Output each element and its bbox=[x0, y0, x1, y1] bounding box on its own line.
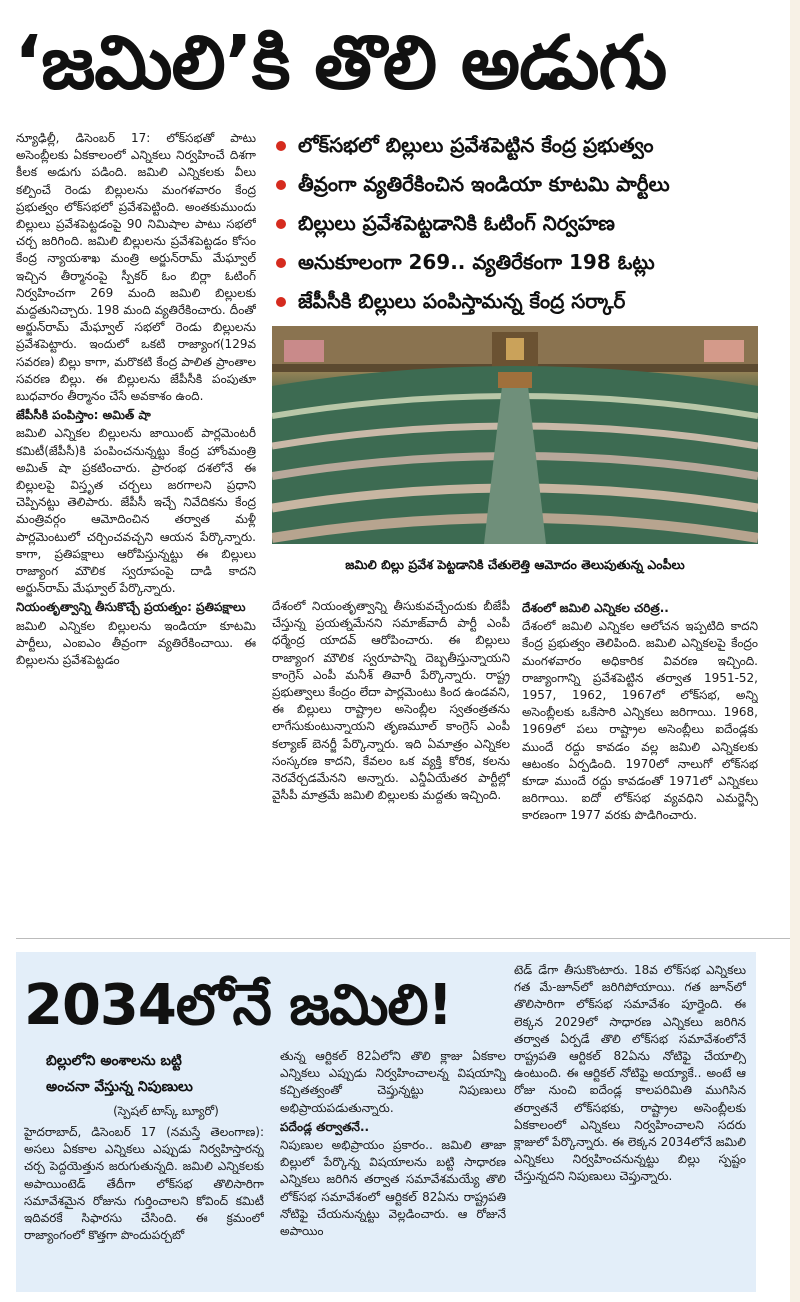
column1-subhead-1: జేపీసీకి పంపిస్తాం: అమిత్‌ షా bbox=[16, 408, 151, 423]
section-divider bbox=[16, 938, 790, 939]
secondary-headline: 2034లోనే జమిలి! bbox=[24, 973, 453, 1038]
highlight-text: తీవ్రంగా వ్యతిరేకించిన ఇండియా కూటమి పార్టీలు bbox=[298, 172, 670, 196]
highlights-list bbox=[272, 126, 782, 322]
article-column-2 bbox=[272, 598, 510, 922]
main-headline: ‘జమిలి’కి తొలి అడుగు bbox=[14, 20, 667, 106]
article-column-1 bbox=[16, 130, 256, 920]
red-dot-icon bbox=[276, 219, 286, 229]
column3-paragraph-1: దేశంలో జమిలి ఎన్నికల ఆలోచన ఇప్పటిది కాదని కేంద్ర ప్రభుత్వం తెలిపింది. జమిలి ఎన్నికలపై కేంద్రం మంగళవారం అధికారిక వివరణ ఇచ్చింది. రాజ్యాంగాన్ని ప్రవేశపెట్టిన తర్వాత 1951-52, 1957, 1962, 1967లో లోక్‌సభ, అన్ని అసెంబ్లీలకు ఒకేసారి ఎన్నికలు జరిగాయి. 1968, 1969లో పలు రాష్ట్రాల అసెంబ్లీలు ఐదేండ్లకు ముందే రద్దు కావడం వల్ల జమిలి ఎన్నికలకు ఆటంకం ఏర్పడింది. 1970లో నాలుగో లోక్‌సభ కూడా ముందే రద్దు కావడంతో 1971లో ఎన్నికలు జరిగాయి. ఐదో లోక్‌సభ వ్యవధిని ఎమర్జెన్సీ కారణంగా 1977 వరకు పొడిగించారు. bbox=[522, 619, 758, 823]
secondary-column2-paragraph-2: నిపుణుల అభిప్రాయం ప్రకారం.. జమిలి తాజా బిల్లులో పేర్కొన్న విషయాలను బట్టి సాధారణ ఎన్నికలు జరిగిన తర్వాత సమావేశమయ్యే తొలి లోక్‌సభ సమావేశంలో ఆర్టికల్‌ 82ఏను రాష్ట్రపతి నోటిఫై చేయనున్నట్టు వెల్లడించారు. ఆ రోజునే అపాయిం bbox=[280, 1138, 506, 1239]
parliament-chamber-illustration bbox=[272, 326, 758, 544]
highlight-text: జేపీసీకి బిల్లులు పంపిస్తామన్న కేంద్ర సర్కార్‌ bbox=[298, 289, 626, 313]
secondary-column2-paragraph-1: తున్న ఆర్టికల్‌ 82ఏలోని తొలి క్లాజు ఏకకాల ఎన్నికలు ఎప్పుడు నిర్వహించాలన్న విషయాన్ని కచ్చితత్వంతో చెప్తున్నట్టు నిపుణులు అభిప్రాయపడుతున్నారు. bbox=[280, 1049, 506, 1115]
column3-subhead: దేశంలో జమిలి ఎన్నికల చరిత్ర.. bbox=[522, 601, 669, 615]
highlight-item bbox=[272, 126, 782, 165]
secondary-column-3 bbox=[514, 962, 746, 1288]
photo-caption: జమిలి బిల్లు ప్రవేశ పెట్టడానికి చేతులెత్తి ఆమోదం తెలుపుతున్న ఎంపీలు bbox=[345, 557, 685, 572]
secondary-column3-text: టెడ్‌ డేగా తీసుకొంటారు. 18వ లోక్‌సభ ఎన్నికలు గత మే-జూన్‌లో జరిగిపోయాయి. గత జూన్‌లో తొలిసారిగా లోక్‌సభ సమావేశం పూర్తైంది. ఈ లెక్కన 2029లో సాధారణ ఎన్నికలు జరిగిన తర్వాత ఏర్పడే తొలి లోక్‌సభ సమావేశంలోనే రాష్ట్రపతి ఆర్టికల్‌ 82ఏను నోటిఫై చేయాల్సి ఉంటుంది. ఈ ఆర్టికల్‌ నోటిఫై అయ్యాకే.. అంటే ఆ రోజు నుంచి ఐదేండ్ల కాలపరిమితి ముగిసిన తర్వాతనే లోక్‌సభకు, రాష్ట్రాల అసెంబ్లీలకు ఏకకాలంలో ఎన్నికలు నిర్వహించాలని సదరు క్లాజులో పేర్కొన్నారు. ఈ లెక్కన 2034లోనే జమిలి ఎన్నికలు నిర్వహించనున్నట్టు బిల్లు స్పష్టం చేస్తున్నదని నిపుణులు చెప్తున్నారు. bbox=[514, 963, 746, 1184]
parliament-photo bbox=[272, 326, 758, 544]
highlight-item bbox=[272, 204, 782, 243]
article-column-3 bbox=[522, 598, 758, 922]
column1-paragraph-3: జమిలి ఎన్నికల బిల్లులను ఇండియా కూటమి పార్టీలు, ఎంఐఎం తీవ్రంగా వ్యతిరేకించాయి. ఈ బిల్లులను ప్రవేశపెట్టడం bbox=[16, 618, 256, 668]
column1-paragraph-2: జమిలి ఎన్నికల బిల్లులను జాయింట్‌ పార్లమెంటరీ కమిటీ(జేపీసీ)కి పంపించనున్నట్టు కేంద్ర హోంమంత్రి అమిత్‌ షా ప్రకటించారు. ప్రారంభ దశలోనే ఈ బిల్లులపై విస్తృత చర్చలు జరగాలని ప్రధాని చెప్పినట్టు తెలిపారు. జేపీసీ ఇచ్చే నివేదికను కేంద్ర మంత్రివర్గం ఆమోదించిన తర్వాత మళ్లీ పార్లమెంటులో చర్చించవచ్చని ఆయన పేర్కొన్నారు. కాగా, ప్రతిపక్షాలు ఆరోపిస్తున్నట్టు ఈ బిల్లులు రాజ్యాంగ మౌలిక స్వరూపంపై దాడి కాదని అర్జున్‌రామ్‌ మేఘ్వాల్‌ పేర్కొన్నారు. bbox=[16, 426, 256, 596]
deck-line-1: బిల్లులోని అంశాలను బట్టి bbox=[46, 1053, 182, 1069]
column1-paragraph-1: న్యూఢిల్లీ, డిసెంబర్‌ 17: లోక్‌సభతో పాటు అసెంబ్లీలకు ఏకకాలంలో ఎన్నికలు నిర్వహించే దిశగా కీలక అడుగు పడింది. జమిలి ఎన్నికలకు వీలు కల్పించే రెండు బిల్లులను మంగళవారం కేంద్ర ప్రభుత్వం లోక్‌సభలో ప్రవేశపెట్టింది. అంతకుముందు బిల్లులు ప్రవేశపెట్టడంపై 90 నిమిషాల పాటు సభలో చర్చ జరిగింది. జమిలి బిల్లులను ప్రవేశపెట్టడం కోసం కేంద్ర న్యాయశాఖ మంత్రి అర్జున్‌రామ్‌ మేఘ్వాల్‌ ఇచ్చిన తీర్మానంపై స్పీకర్‌ ఓం బిర్లా ఓటింగ్‌ నిర్వహించగా 269 మంది జమిలి బిల్లులకు మద్దతునిచ్చారు. 198 మంది వ్యతిరేకించారు. దీంతో అర్జున్‌రామ్‌ మేఘ్వాల్‌ సభలో రెండు బిల్లులను ప్రవేశపెట్టారు. ఇందులో ఒకటి రాజ్యాంగ(129వ సవరణ) బిల్లు కాగా, మరొకటి కేంద్ర పాలిత ప్రాంతాల సవరణ బిల్లు. ఈ బిల్లులను జేపీసీకి పంపుతూ బుధవారం తీర్మానం చేసే అవకాశం ఉంది. bbox=[16, 131, 256, 404]
secondary-column-2 bbox=[280, 1048, 506, 1288]
column1-subhead-2: నియంతృత్వాన్ని తీసుకొచ్చే ప్రయత్నం: ప్రతిపక్షాలు bbox=[16, 600, 246, 615]
secondary-column2-subhead: పదేండ్ల తర్వాతనే.. bbox=[280, 1119, 370, 1134]
highlight-item bbox=[272, 165, 782, 204]
byline: (స్పెషల్‌ టాస్క్‌ బ్యూరో) bbox=[113, 1104, 219, 1118]
deck-line-2: అంచనా వేస్తున్న నిపుణులు bbox=[46, 1079, 193, 1095]
red-dot-icon bbox=[276, 258, 286, 268]
secondary-column1-text: హైదరాబాద్‌, డిసెంబర్‌ 17 (నమస్తే తెలంగాణ): అసలు ఏకకాల ఎన్నికలు ఎప్పుడు నిర్వహిస్తారన్న చర్చ పెద్దయెత్తున జరుగుతున్నది. జమిలి ఎన్నికలకు అపాయింటెడ్‌ తేదీగా లోక్‌సభ తొలిసారిగా సమావేశమైన రోజును గుర్తించాలని కోవింద్‌ కమిటీ ఇదివరకే సిఫారసు చేసింది. ఈ క్రమంలో రాజ్యాంగంలో కొత్తగా పొందుపర్చబో bbox=[24, 1125, 264, 1243]
highlight-text: లోక్‌సభలో బిల్లులు ప్రవేశపెట్టిన కేంద్ర ప్రభుత్వం bbox=[298, 133, 654, 157]
page-edge-strip bbox=[790, 0, 800, 1302]
highlight-item bbox=[272, 243, 782, 282]
red-dot-icon bbox=[276, 297, 286, 307]
column2-paragraph-1: దేశంలో నియంతృత్వాన్ని తీసుకువచ్చేందుకు బీజేపీ చేస్తున్న ప్రయత్నమేనని సమాజ్‌వాదీ పార్టీ ఎంపీ ధర్మేంద్ర యాదవ్‌ ఆరోపించారు. ఈ బిల్లులు రాజ్యాంగ మౌలిక స్వరూపాన్ని దెబ్బతీస్తున్నాయని కాంగ్రెస్‌ ఎంపీ మనీశ్‌ తివారీ పేర్కొన్నారు. రాష్ట్ర ప్రభుత్వాలు కేంద్రం లేదా పార్లమెంటు కింద ఉండవని, ఈ బిల్లులు రాష్ట్రాల అసెంబ్లీల స్వతంత్రతను లాగేసుకుంటున్నాయని తృణమూల్‌ కాంగ్రెస్‌ ఎంపీ కల్యాణ్‌ బెనర్జీ పేర్కొన్నారు. ఇది ఏమాత్రం ఎన్నికల సంస్కరణ కాదని, కేవలం ఒక వ్యక్తి కోరిక, కలను నెరవేర్చడమేనని అన్నారు. ఎన్డీఏయేతర పార్టీల్లో వైసీపీ మాత్రమే జమిలి బిల్లులకు మద్దతు ఇచ్చింది. bbox=[272, 599, 510, 803]
secondary-deck bbox=[46, 1048, 276, 1102]
red-dot-icon bbox=[276, 180, 286, 190]
secondary-column-1 bbox=[24, 1124, 264, 1288]
highlight-item bbox=[272, 282, 782, 321]
highlight-text: అనుకూలంగా 269.. వ్యతిరేకంగా 198 ఓట్లు bbox=[298, 250, 655, 274]
highlight-text: బిల్లులు ప్రవేశపెట్టడానికి ఓటింగ్‌ నిర్వహణ bbox=[298, 211, 615, 235]
red-dot-icon bbox=[276, 141, 286, 151]
